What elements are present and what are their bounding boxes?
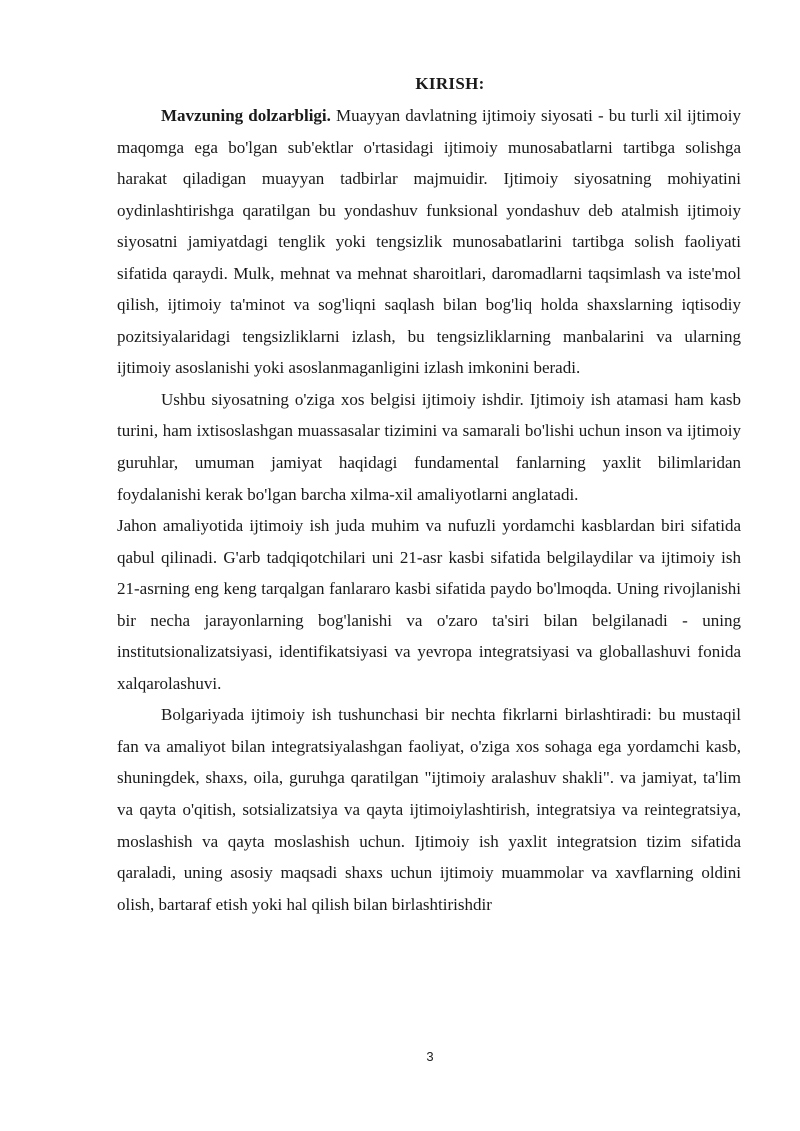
paragraph-bulgaria: Bolgariyada ijtimoiy ish tushunchasi bir nechta fikrlarni birlashtiradi: bu mustaqil fan va amaliyot bilan integratsiyalashgan faoliyat, o'ziga xos sohaga ega yordamchi kasb, shuningdek, shaxs, oila, guruhga qaratilgan "ijtimoiy aralashuv shakli". va jamiyat, ta'lim va qayta o'qitish, sotsializatsiya va qayta ijtimoiylashtirish, integratsiya va reintegratsiya, moslashish va qayta moslashish uchun. Ijtimoiy ish yaxlit integratsion tizim sifatida qaraladi, uning asosiy maqsadi shaxs uchun ijtimoiy muammolar va xavflarning oldini olish, bartaraf etish yoki hal qilish bilan birlashtirishdir: [117, 705, 741, 914]
relevance-body: Muayyan davlatning ijtimoiy siyosati - bu turli xil ijtimoiy maqomga ega bo'lgan sub'ektlar o'rtasidagi ijtimoiy munosabatlarni tartibga solishga harakat qiladigan muayyan tadbirlar majmuidir. Ijtimoiy siyosatning mohiyatini oydinlashtirishga qaratilgan bu yondashuv funksional yondashuv deb atalmish ijtimoiy siyosatni jamiyatdagi tenglik yoki tengsizlik munosabatlarini tartibga solish faoliyati sifatida qaraydi. Mulk, mehnat va mehnat sharoitlari, daromadlarni taqsimlash va iste'mol qilish, ijtimoiy ta'minot va sog'liqni saqlash bilan bog'liq holda shaxslarning iqtisodiy pozitsiyalaridagi tengsizliklarni izlash, bu tengsizliklarning manbalarini va ularning ijtimoiy asoslanishi yoki asoslanmaganligini izlash imkonini beradi.: [117, 106, 741, 378]
page-number: 3: [426, 1049, 434, 1064]
page-title: KIRISH:: [415, 74, 485, 93]
relevance-lead: Mavzuning dolzarbligi.: [161, 106, 331, 125]
paragraph-world-practice: Jahon amaliyotida ijtimoiy ish juda muhim va nufuzli yordamchi kasblardan biri sifatida qabul qilinadi. G'arb tadqiqotchilari uni 21-asr kasbi sifatida belgilaydilar va ijtimoiy ish 21-asrning eng keng tarqalgan fanlararo kasbi sifatida paydo bo'lmoqda. Uning rivojlanishi bir necha jarayonlarning bog'lanishi va o'zaro ta'siri bilan belgilanadi - uning institutsionalizatsiyasi, identifikatsiyasi va yevropa integratsiyasi va globallashuvi fonida xalqarolashuvi.: [117, 516, 741, 693]
paragraph-social-work: Ushbu siyosatning o'ziga xos belgisi ijtimoiy ishdir. Ijtimoiy ish atamasi ham kasb turini, ham ixtisoslashgan muassasalar tizimini va samarali bo'lishi uchun inson va ijtimoiy guruhlar, umuman jamiyat haqidagi fundamental fanlarning yaxlit bilimlaridan foydalanishi kerak bo'lgan barcha xilma-xil amaliyotlarni anglatadi.: [117, 389, 741, 504]
paragraph-relevance: [117, 100, 741, 384]
body-text: [117, 100, 741, 920]
